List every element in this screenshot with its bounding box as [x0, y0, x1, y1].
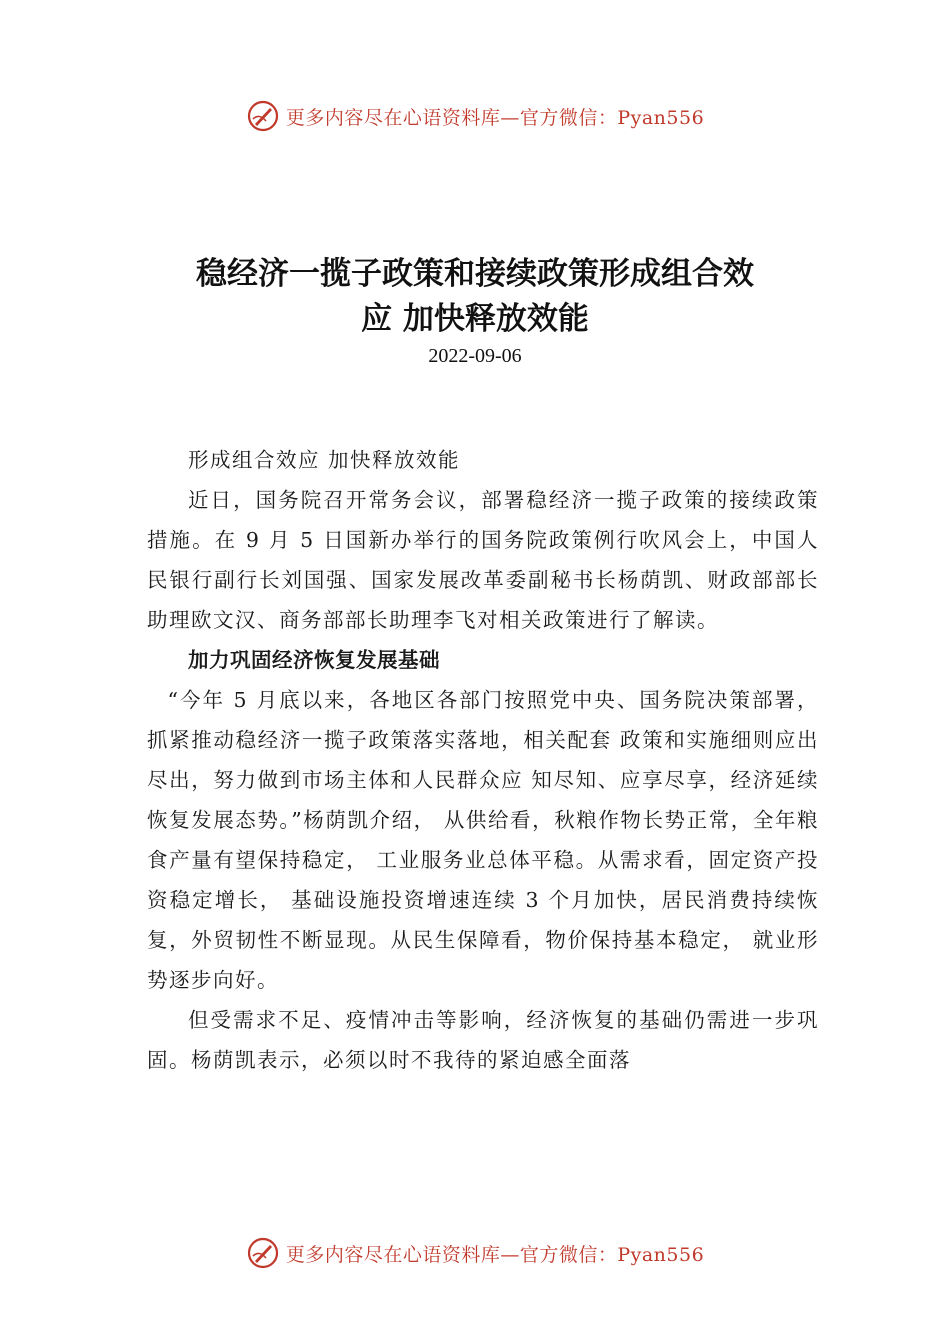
body-paragraph: 但受需求不足、疫情冲击等影响，经济恢复的基础仍需进一步巩固。杨荫凯表示，必须以时不我待的紧迫感全面落: [147, 1008, 819, 1072]
watermark-banner-bottom: [0, 1233, 950, 1273]
body-paragraph: 近日，国务院召开常务会议，部署稳经济一揽子政策的接续政策措施。在 9 月 5 日国新办举行的国务院政策例行吹风会上，中国人民银行副行长刘国强、国家发展改革委副秘书长杨荫凯、财政部部长助理欧文汉、商务部部长助理李飞对相关政策进行了解读。: [147, 488, 819, 632]
watermark-banner-top: [0, 96, 950, 136]
document-title: 稳经济一揽子政策和接续政策形成组合效 应 加快释放效能: [196, 256, 754, 337]
wechat-account: Pyan556: [617, 106, 705, 129]
section-heading: 加力巩固经济恢复发展基础: [188, 648, 440, 672]
pen-circle-icon: [246, 99, 280, 133]
document-date: 2022-09-06: [428, 345, 522, 367]
wechat-account: Pyan556: [617, 1243, 705, 1266]
document-body: [147, 440, 819, 1080]
watermark-text: 更多内容尽在心语资料库—官方微信：Pyan556: [285, 106, 705, 129]
watermark-text: 更多内容尽在心语资料库—官方微信：Pyan556: [285, 1243, 705, 1266]
subtitle-paragraph: 形成组合效应 加快释放效能: [188, 448, 461, 472]
body-paragraph: “今年 5 月底以来，各地区各部门按照党中央、国务院决策部署，抓紧推动稳经济一揽子政策落实落地，相关配套 政策和实施细则应出尽出，努力做到市场主体和人民群众应 知尽知、应享尽享，经济延续恢复发展态势。”杨荫凯介绍， 从供给看，秋粮作物长势正常，全年粮食产量有望保持稳定， 工业服务业总体平稳。从需求看，固定资产投资稳定增长， 基础设施投资增速连续 3 个月加快，居民消费持续恢复，外贸韧性不断显现。从民生保障看，物价保持基本稳定， 就业形势逐步向好。: [147, 688, 819, 992]
pen-circle-icon: [246, 1236, 280, 1270]
